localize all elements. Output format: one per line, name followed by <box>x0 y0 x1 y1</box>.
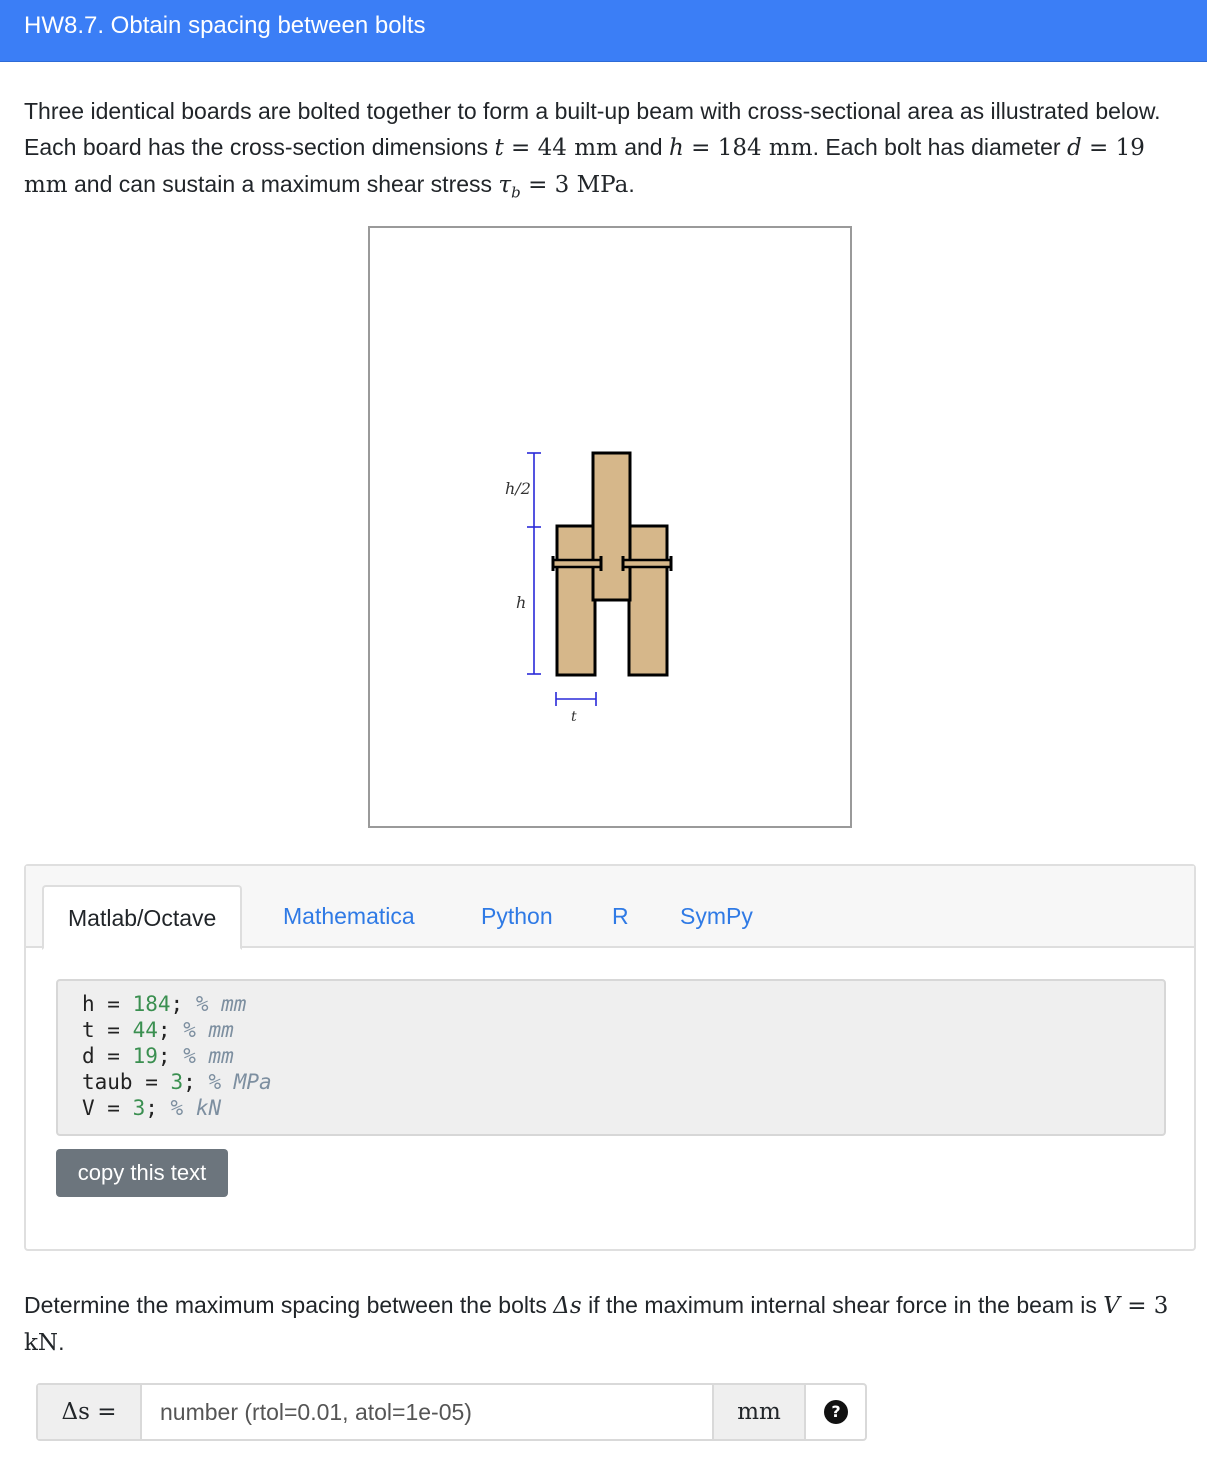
question-header <box>0 0 1207 62</box>
math-v-equation: V = 3 kN <box>24 1293 1169 1356</box>
cross-section-figure <box>368 226 852 828</box>
right-bolt <box>623 560 671 567</box>
intro-text-1: Three identical boards are bolted together to form a built-up beam with cross-sectional area as illustrated below. Each board has the cross-section dimensions <box>24 98 1161 160</box>
code-line: V = 3; % kN <box>82 1096 222 1120</box>
tab-r[interactable]: R <box>612 903 629 929</box>
math-t-equation: t = 44 mm <box>494 135 618 161</box>
code-line: h = 184; % mm <box>82 992 247 1016</box>
copy-text-button[interactable]: copy this text <box>56 1149 228 1197</box>
tab-python[interactable]: Python <box>481 903 553 929</box>
code-line: d = 19; % mm <box>82 1044 234 1068</box>
question-prompt: Determine the maximum spacing between the bolts Δs if the maximum internal shear force in the beam is V = 3 kN. <box>24 1292 1169 1356</box>
code-block[interactable] <box>56 979 1166 1136</box>
question-title: HW8.7. Obtain spacing between bolts <box>24 12 426 39</box>
intro-text-3: and can sustain a maximum shear stress <box>67 171 499 197</box>
tab-matlab-octave[interactable]: Matlab/Octave <box>42 885 242 950</box>
help-icon[interactable]: ? <box>824 1400 848 1424</box>
help-button[interactable] <box>806 1385 865 1439</box>
label-h: h <box>516 593 527 612</box>
left-board <box>557 526 595 675</box>
intro-text-2: . Each bolt has diameter <box>812 134 1067 160</box>
code-line: t = 44; % mm <box>82 1018 234 1042</box>
code-line: taub = 3; % MPa <box>82 1070 272 1094</box>
answer-unit: mm <box>712 1385 806 1439</box>
left-bolt <box>553 560 601 567</box>
tab-mathematica[interactable]: Mathematica <box>283 903 415 929</box>
question-text-1: Determine the maximum spacing between the bolts <box>24 1292 554 1318</box>
answer-label: Δs = <box>38 1385 142 1439</box>
label-t: t <box>571 709 577 725</box>
tab-sympy[interactable]: SymPy <box>680 903 753 929</box>
intro-text-and: and <box>617 134 669 160</box>
language-tabs <box>26 866 1194 948</box>
label-h-half: h/2 <box>505 479 531 498</box>
answer-field[interactable] <box>142 1385 712 1439</box>
beam-cross-section-diagram <box>370 228 850 826</box>
math-tau-equation: $\tau_b = 3$ MPa <box>498 172 629 202</box>
math-d-equation: d = 19 mm <box>24 135 1145 198</box>
answer-input-group <box>36 1383 867 1441</box>
question-text-2: if the maximum internal shear force in the beam is <box>581 1292 1104 1318</box>
code-language-card <box>24 864 1196 1251</box>
problem-statement: Three identical boards are bolted together to form a built-up beam with cross-sectional area as illustrated below. Each board has the cross-section dimensions t = 44 mm and h = 184 mm. Each bolt has diameter d = 19 mm and can sustain a maximum shear stress $\tau_b = 3$ MPa. <box>24 98 1161 202</box>
right-board <box>629 526 667 675</box>
math-delta-s: Δs <box>553 1293 582 1319</box>
middle-board <box>593 453 630 600</box>
math-h-equation: h = 184 mm <box>668 135 813 161</box>
